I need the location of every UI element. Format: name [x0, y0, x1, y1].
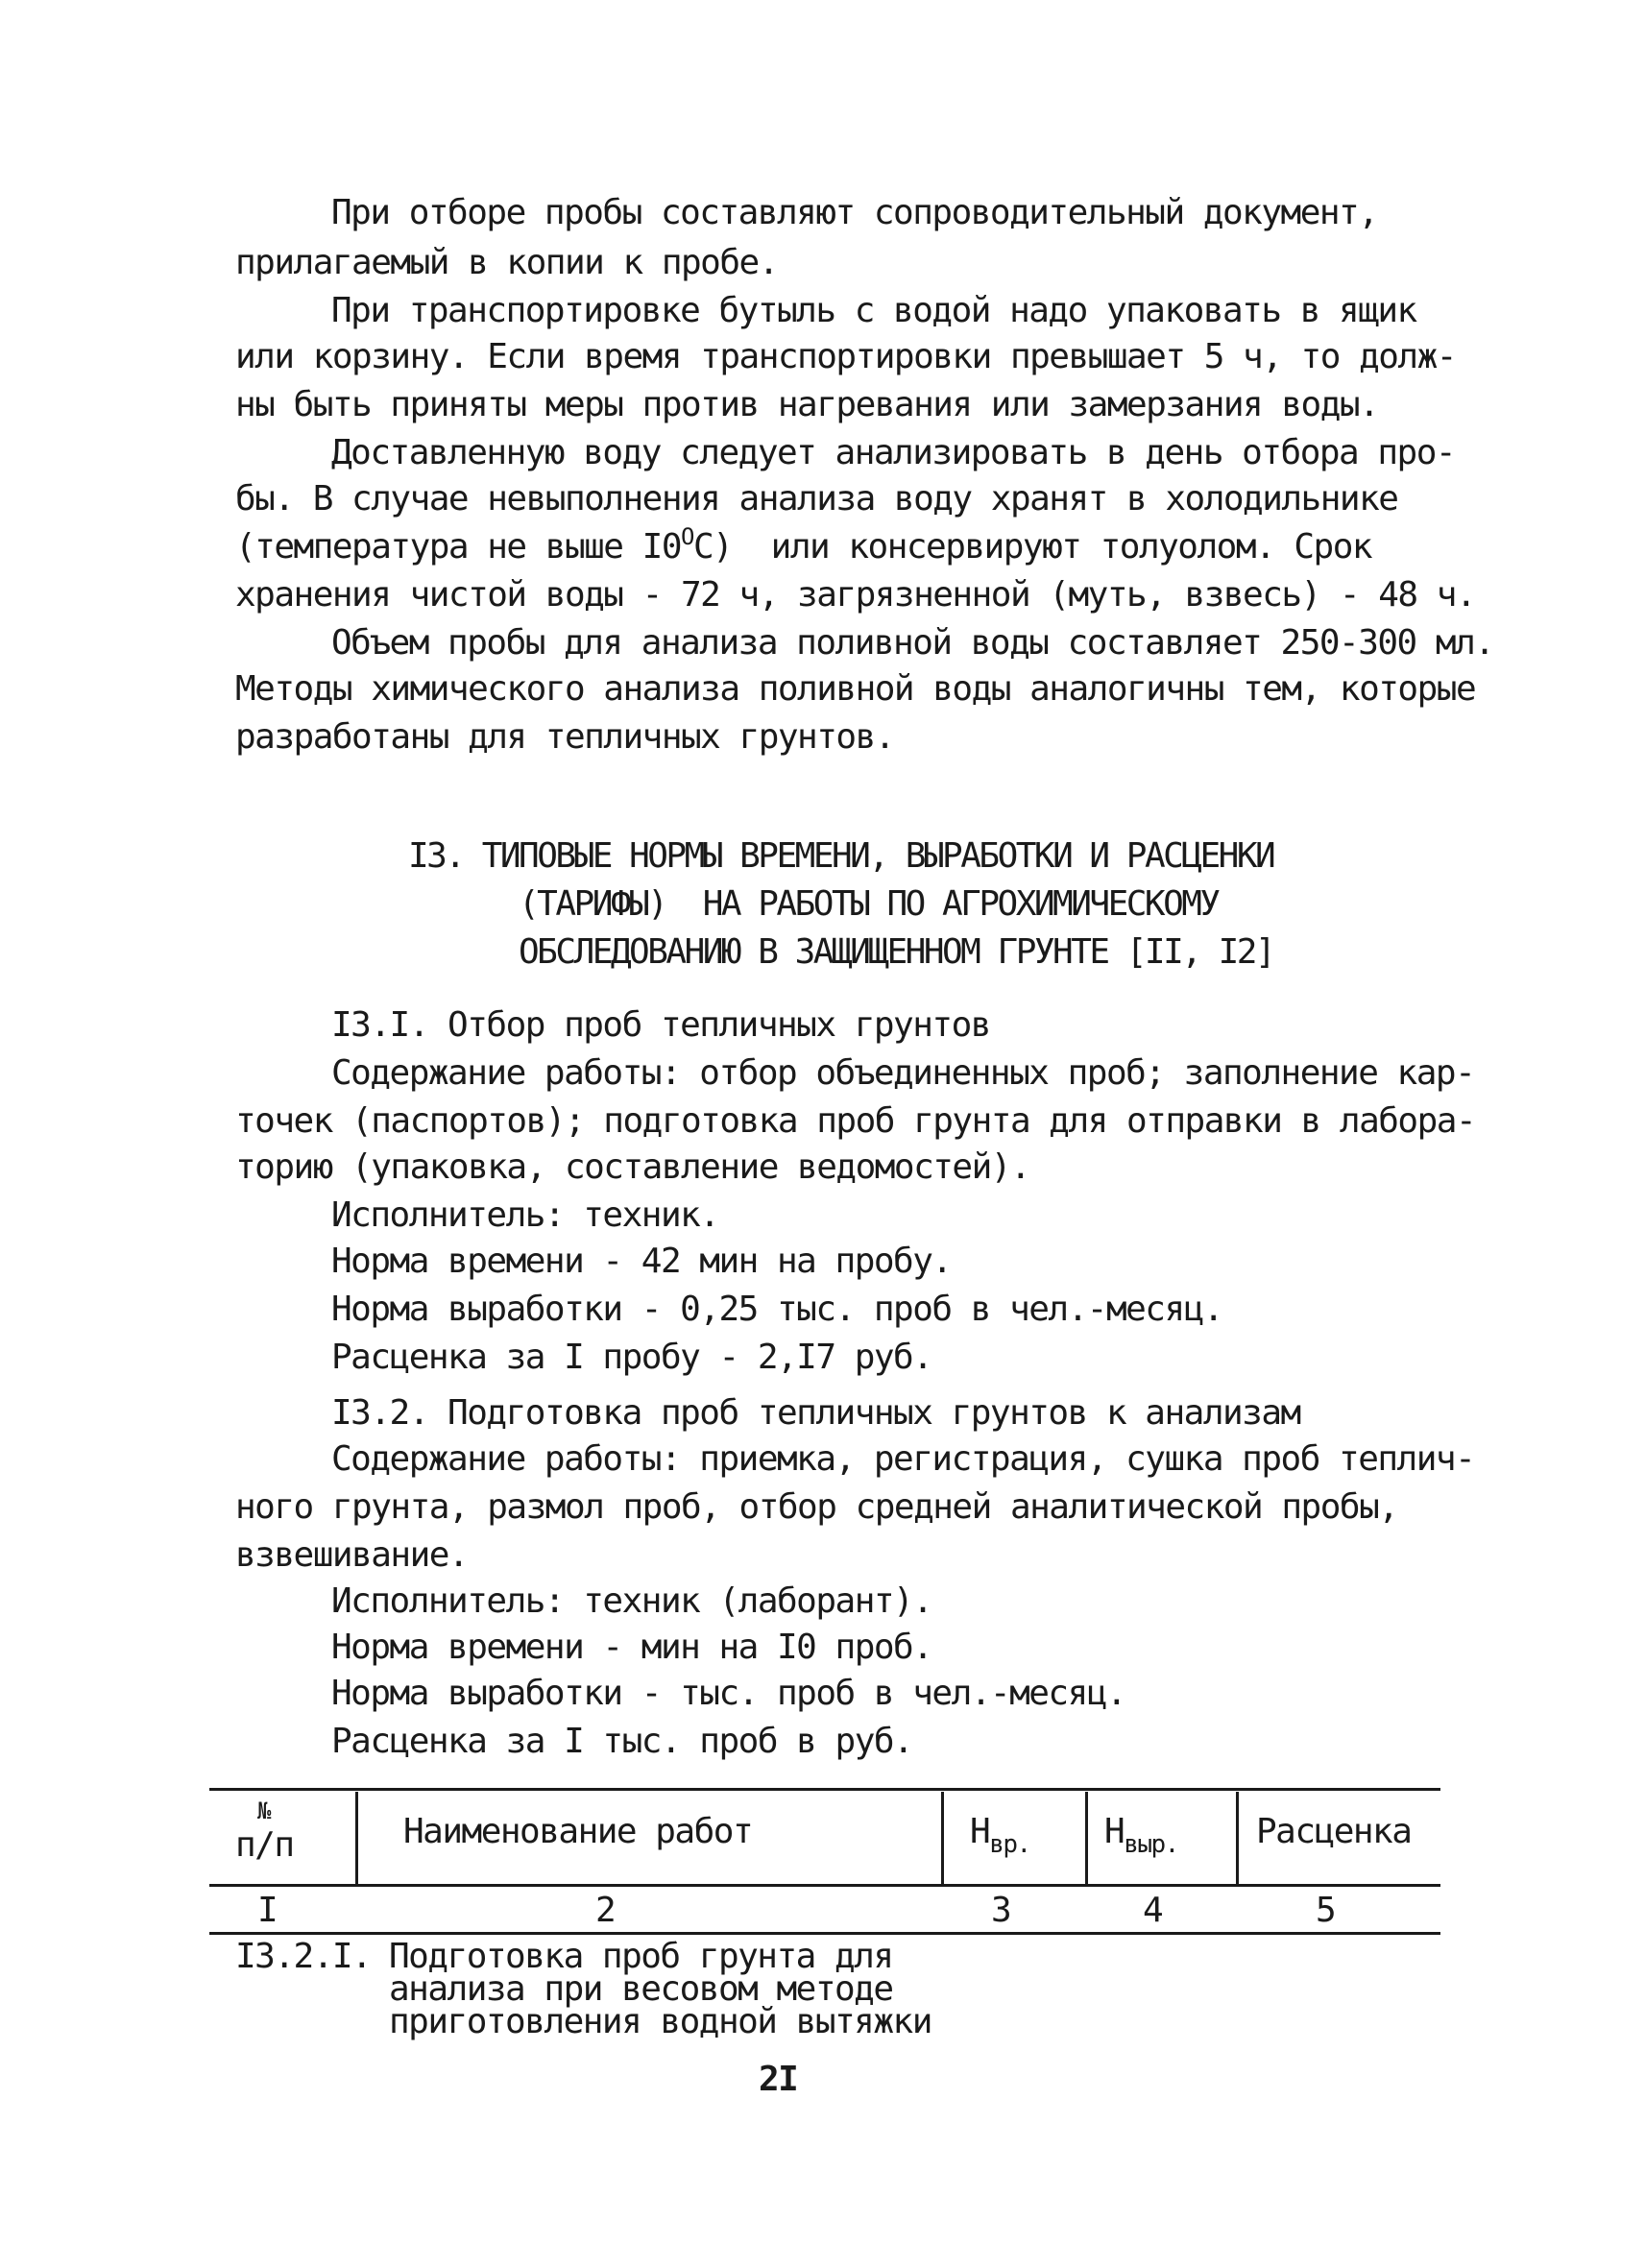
sub1-line: Расценка за I пробу - 2,I7 руб. — [331, 1338, 932, 1377]
table-header-rule — [209, 1884, 1440, 1887]
header-num-symbol: № — [257, 1798, 270, 1824]
table-col-divider — [1236, 1792, 1239, 1884]
subsection-title: I3.I. Отбор проб тепличных грунтов — [331, 1005, 990, 1045]
section-heading-line: (ТАРИФЫ) НА РАБОТЫ ПО АГРОХИМИЧЕСКОМУ — [519, 884, 1219, 924]
row-name-line: анализа при весовом методе — [389, 1969, 893, 2009]
col-number: 5 — [1316, 1891, 1336, 1930]
table-col-divider — [1085, 1792, 1088, 1884]
col-number: 2 — [595, 1891, 616, 1930]
body-line: прилагаемый в копии к пробе. — [235, 243, 778, 282]
sub2-line: ного грунта, размол проб, отбор средней аналитической пробы, — [235, 1487, 1398, 1527]
body-line: разработаны для тепличных грунтов. — [235, 717, 894, 757]
temp-text-rest: C) или консервируют толуолом. Срок — [692, 527, 1372, 567]
sub2-line: Содержание работы: приемка, регистрация, сушка проб теплич- — [331, 1439, 1475, 1479]
table-col-divider — [355, 1792, 358, 1884]
body-line: Методы химического анализа поливной воды аналогичны тем, которые — [235, 669, 1476, 709]
col-number: I — [257, 1891, 278, 1930]
row-name-line: приготовления водной вытяжки — [389, 2002, 931, 2041]
body-line: При отборе пробы составляют сопроводительный документ, — [331, 193, 1378, 232]
sub2-line: Расценка за I тыс. проб в руб. — [331, 1722, 913, 1761]
temp-text: (температура не выше I0 — [235, 527, 681, 567]
sub1-line: Норма времени - 42 мин на пробу. — [331, 1242, 952, 1281]
header-hvyr — [1104, 1811, 1178, 1859]
sub2-line: Норма времени - мин на I0 проб. — [331, 1628, 932, 1667]
body-line: хранения чистой воды - 72 ч, загрязненной (муть, взвесь) - 48 ч. — [235, 575, 1476, 615]
degree-mark: O — [681, 523, 693, 550]
sub2-line: Исполнитель: техник (лаборант). — [331, 1581, 932, 1621]
sub2-line: взвешивание. — [235, 1535, 469, 1575]
header-hvr-sub: вр. — [989, 1830, 1030, 1859]
body-line: При транспортировке бутыль с водой надо упаковать в ящик — [331, 291, 1416, 330]
header-price: Расценка — [1256, 1812, 1412, 1851]
header-num: п/п — [235, 1825, 294, 1865]
header-hvr-main: Н — [970, 1812, 990, 1851]
body-line: или корзину. Если время транспортировки превышает 5 ч, то долж- — [235, 337, 1456, 376]
row-number: I3.2.I. — [235, 1937, 372, 1976]
section-heading-line — [519, 929, 1273, 976]
sub2-line: Норма выработки - тыс. проб в чел.-месяц. — [331, 1674, 1126, 1713]
subsection-title: I3.2. Подготовка проб тепличных грунтов к анализам — [331, 1393, 1300, 1433]
col-number: 3 — [991, 1891, 1011, 1930]
header-name: Наименование работ — [403, 1812, 753, 1851]
row-name-line: Подготовка проб грунта для — [389, 1937, 893, 1976]
section-heading-line: I3. ТИПОВЫЕ НОРМЫ ВРЕМЕНИ, ВЫРАБОТКИ И РАСЦЕНКИ — [408, 836, 1274, 876]
sub1-line: точек (паспортов); подготовка проб грунта для отправки в лабора- — [235, 1101, 1476, 1141]
sub1-line: торию (упаковка, составление ведомостей). — [235, 1147, 1030, 1187]
header-hvr — [970, 1811, 1030, 1859]
table-top-rule — [209, 1788, 1440, 1791]
header-hvyr-sub: выр. — [1124, 1830, 1178, 1859]
page-number: 2I — [759, 2060, 798, 2099]
body-line: ны быть приняты меры против нагревания или замерзания воды. — [235, 385, 1379, 424]
sub1-line: Исполнитель: техник. — [331, 1195, 719, 1235]
header-hvyr-main: Н — [1104, 1812, 1125, 1851]
table-numbers-rule — [209, 1932, 1440, 1935]
table-col-divider — [941, 1792, 944, 1884]
sub1-line: Норма выработки - 0,25 тыс. проб в чел.-месяц. — [331, 1290, 1222, 1329]
col-number: 4 — [1143, 1891, 1163, 1930]
reference-bracket: [II, I2] — [1125, 932, 1274, 972]
body-line: Объем пробы для анализа поливной воды составляет 250-300 мл. — [331, 623, 1494, 663]
body-line-temperature — [235, 524, 1371, 573]
sub1-line: Содержание работы: отбор объединенных проб; заполнение кар- — [331, 1053, 1475, 1093]
body-line: бы. В случае невыполнения анализа воду хранят в холодильнике — [235, 479, 1398, 519]
heading-text: ОБСЛЕДОВАНИЮ В ЗАЩИЩЕННОМ ГРУНТЕ — [519, 932, 1108, 972]
body-line: Доставленную воду следует анализировать в день отбора про- — [331, 433, 1456, 472]
